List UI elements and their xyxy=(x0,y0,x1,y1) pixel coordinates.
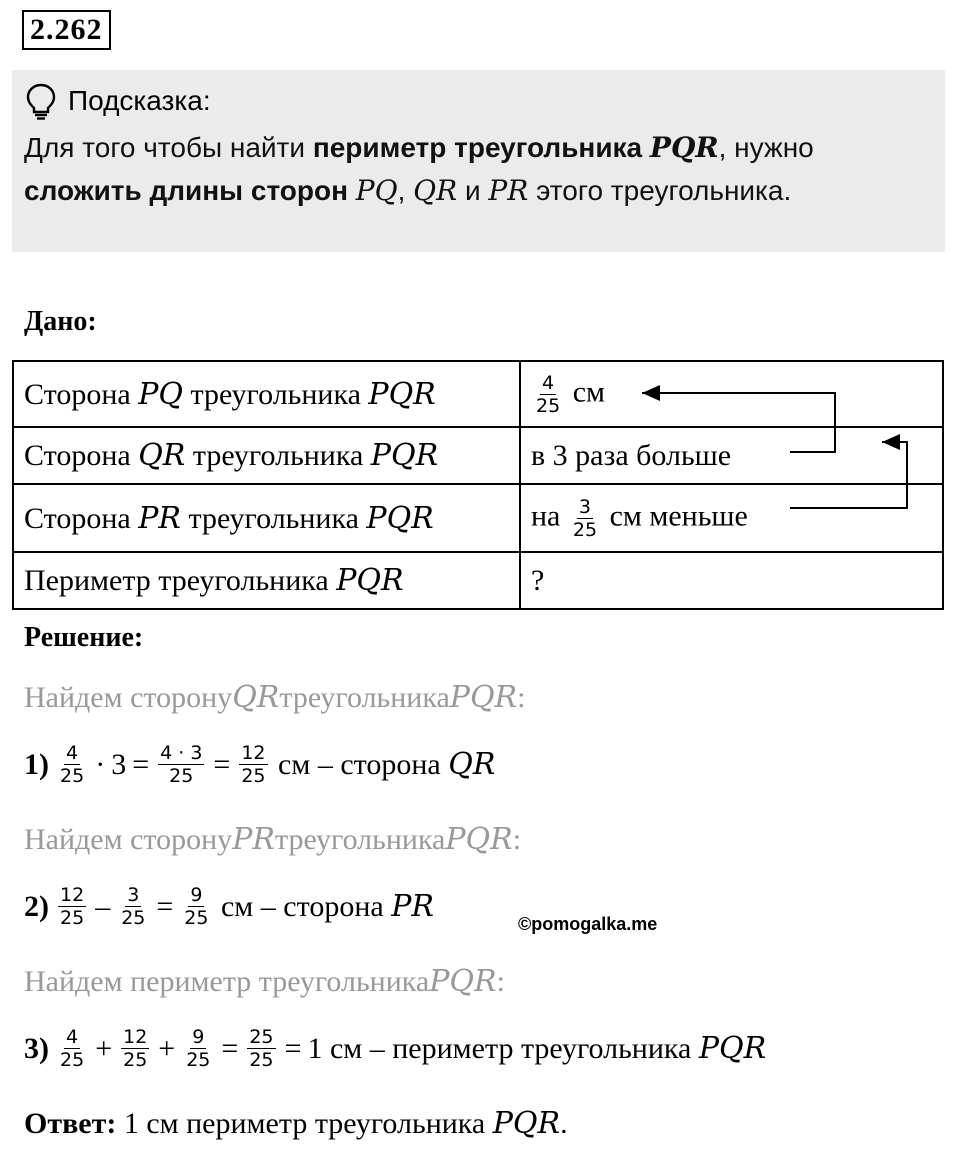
given-value: в 3 раза больше xyxy=(520,427,943,484)
hint-text: Для того чтобы найти периметр треугольника PQR, нужно сложить длины сторон PQ, QR и PR этого треугольника. xyxy=(24,131,814,207)
step-2: 2) $\frac{12}{25}$ – $\frac{3}{25}$ = $\frac{9}{25}$ см – сторона PR xyxy=(24,884,434,929)
solution-title: Решение: xyxy=(24,622,144,653)
given-label: Сторона QR треугольника PQR xyxy=(13,427,520,484)
given-label: Сторона PQ треугольника PQR xyxy=(13,361,520,427)
step-3: 3) $\frac{4}{25}$ + $\frac{12}{25}$ + $\frac{9}{25}$ = $\frac{25}{25}$ = 1 см – периметр треугольника PQR xyxy=(24,1026,767,1071)
fraction: $\frac{4}{25}$ xyxy=(536,371,561,417)
watermark: ©pomogalka.me xyxy=(518,914,658,934)
given-label: Сторона PR треугольника PQR xyxy=(13,484,520,552)
arrow-qr-to-pq xyxy=(642,393,835,452)
given-value: $\frac{4}{25}$ см xyxy=(520,361,943,427)
fraction: $\frac{3}{25}$ xyxy=(572,495,598,541)
given-value: на $\frac{3}{25}$ см меньше xyxy=(520,484,943,552)
step-1: 1) $\frac{4}{25}$ · 3 = $\frac{4 \cdot 3}{25}$ = $\frac{12}{25}$ см – сторона QR xyxy=(24,742,496,787)
intro-line-1: Найдем сторону QR треугольника PQR : xyxy=(24,680,526,715)
given-label: Периметр треугольника PQR xyxy=(13,552,520,609)
intro-line-3: Найдем периметр треугольника PQR : xyxy=(24,964,505,999)
intro-line-2: Найдем сторону PR треугольника PQR : xyxy=(24,822,522,857)
answer-label: Ответ: xyxy=(24,1106,117,1140)
hint-title: Подсказка: xyxy=(68,85,211,116)
given-title: Дано: xyxy=(24,306,97,337)
answer-line: Ответ: 1 см периметр треугольника PQR . xyxy=(24,1106,568,1141)
given-value: ? xyxy=(520,552,943,609)
task-number: 2.262 xyxy=(22,10,111,50)
